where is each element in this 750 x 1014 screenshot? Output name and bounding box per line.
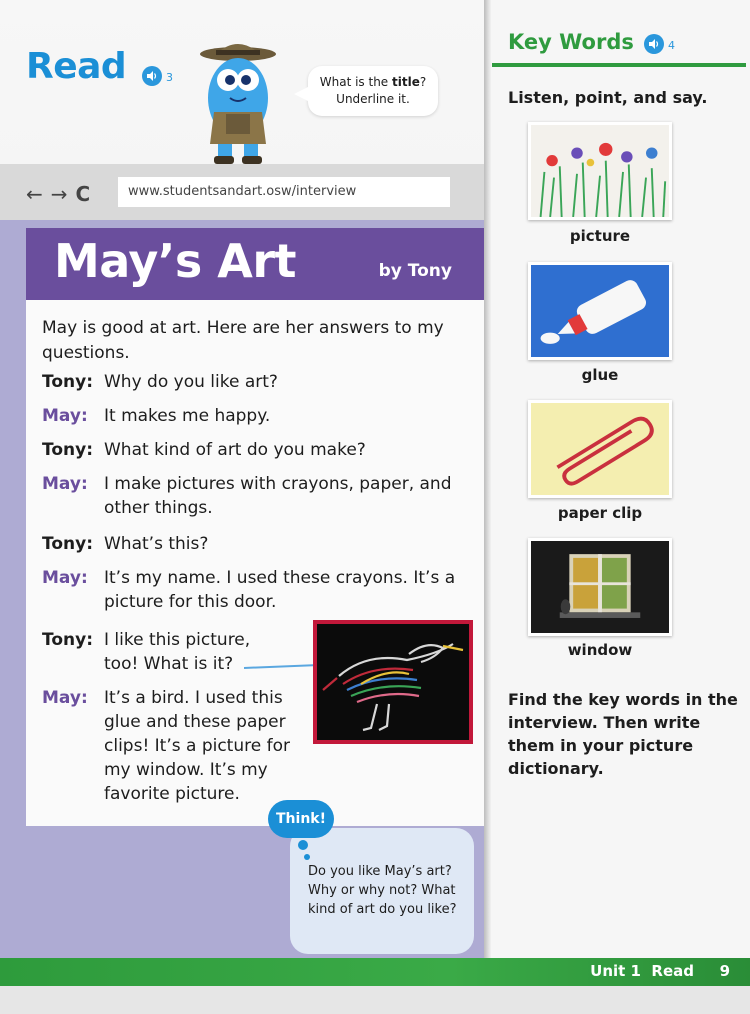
speech-bubble: [308, 66, 438, 116]
speaker-label: Tony:: [42, 630, 93, 650]
think-dot: [298, 840, 308, 850]
key-word-label: glue: [581, 366, 619, 384]
speech-bold-word: title: [392, 75, 420, 89]
think-box: [290, 828, 474, 954]
think-question: Do you like May’s art? Why or why not? What kind of art do you like?: [308, 864, 457, 917]
speaker-label: Tony:: [42, 440, 93, 460]
speech-suffix: ?: [419, 75, 427, 89]
key-word-label: paper clip: [557, 504, 643, 522]
dialog-text: It’s my name. I used these crayons. It’s a picture for this door.: [104, 568, 456, 612]
page-number: 9: [719, 962, 730, 980]
audio-icon[interactable]: [142, 66, 162, 86]
heading-rule: [492, 63, 746, 67]
mascot-illustration: [192, 40, 284, 166]
page-footer: [0, 958, 750, 986]
dialog-text: I like this picture, too! What is it?: [104, 630, 251, 674]
paper-clip-bird-artwork: [313, 620, 473, 744]
dialog-text: Why do you like art?: [104, 372, 278, 392]
speaker-label: May:: [42, 688, 88, 708]
glue-card: [528, 262, 672, 360]
key-word-label: window: [567, 641, 633, 659]
title-banner: [26, 228, 486, 300]
dialog-text: What’s this?: [104, 534, 209, 554]
audio-track-number: 3: [166, 71, 173, 84]
dialog-line: [42, 370, 472, 394]
dialog-line: [42, 566, 462, 614]
article-body: [26, 300, 486, 826]
read-heading: Read: [26, 46, 127, 87]
article-title: May’s Art: [54, 234, 297, 288]
key-words-instruction: Listen, point, and say.: [508, 88, 708, 107]
dialog-line: [42, 628, 278, 676]
think-dot: [304, 854, 310, 860]
speaker-label: Tony:: [42, 534, 93, 554]
dialog-line: [42, 438, 472, 462]
dialog-text: What kind of art do you make?: [104, 440, 366, 460]
dialog-text: I make pictures with crayons, paper, and other things.: [104, 474, 452, 518]
dialog-line: [42, 532, 472, 556]
key-word-label: picture: [569, 227, 631, 245]
right-page: [492, 0, 750, 958]
footer-section: Unit 1 Read: [590, 962, 694, 980]
key-words-heading: Key Words: [508, 30, 634, 54]
dialog-text: It’s a bird. I used this glue and these paper clips! It’s a picture for my window. It’s my favorite picture.: [104, 688, 290, 804]
dialog-line: [42, 686, 304, 806]
dialog-text: It makes me happy.: [104, 406, 271, 426]
reload-icon[interactable]: C: [75, 182, 91, 206]
article-intro: May is good at art. Here are her answers to my questions.: [42, 318, 444, 363]
think-badge: Think!: [268, 800, 334, 838]
browser-bar: [0, 164, 486, 220]
back-arrow-icon[interactable]: ←: [26, 182, 43, 206]
picture-card: [528, 122, 672, 220]
dialog-line: [42, 404, 472, 428]
url-field[interactable]: www.studentsandart.osw/interview: [118, 177, 450, 207]
speaker-label: Tony:: [42, 372, 93, 392]
paper-clip-card: [528, 400, 672, 498]
dialog-line: [42, 472, 472, 520]
audio-icon[interactable]: [644, 34, 664, 54]
speech-prefix: What is the: [319, 75, 393, 89]
speaker-label: May:: [42, 474, 88, 494]
speaker-label: May:: [42, 568, 88, 588]
book-spine: [484, 0, 492, 958]
forward-arrow-icon[interactable]: →: [50, 182, 68, 206]
speaker-label: May:: [42, 406, 88, 426]
speech-line2: Underline it.: [336, 92, 410, 106]
window-card: [528, 538, 672, 636]
bottom-strip: [0, 986, 750, 1014]
article-byline: by Tony: [378, 261, 452, 281]
audio-track-number: 4: [668, 39, 675, 52]
key-words-task: Find the key words in the interview. Then write them in your picture dictionary.: [508, 690, 738, 778]
